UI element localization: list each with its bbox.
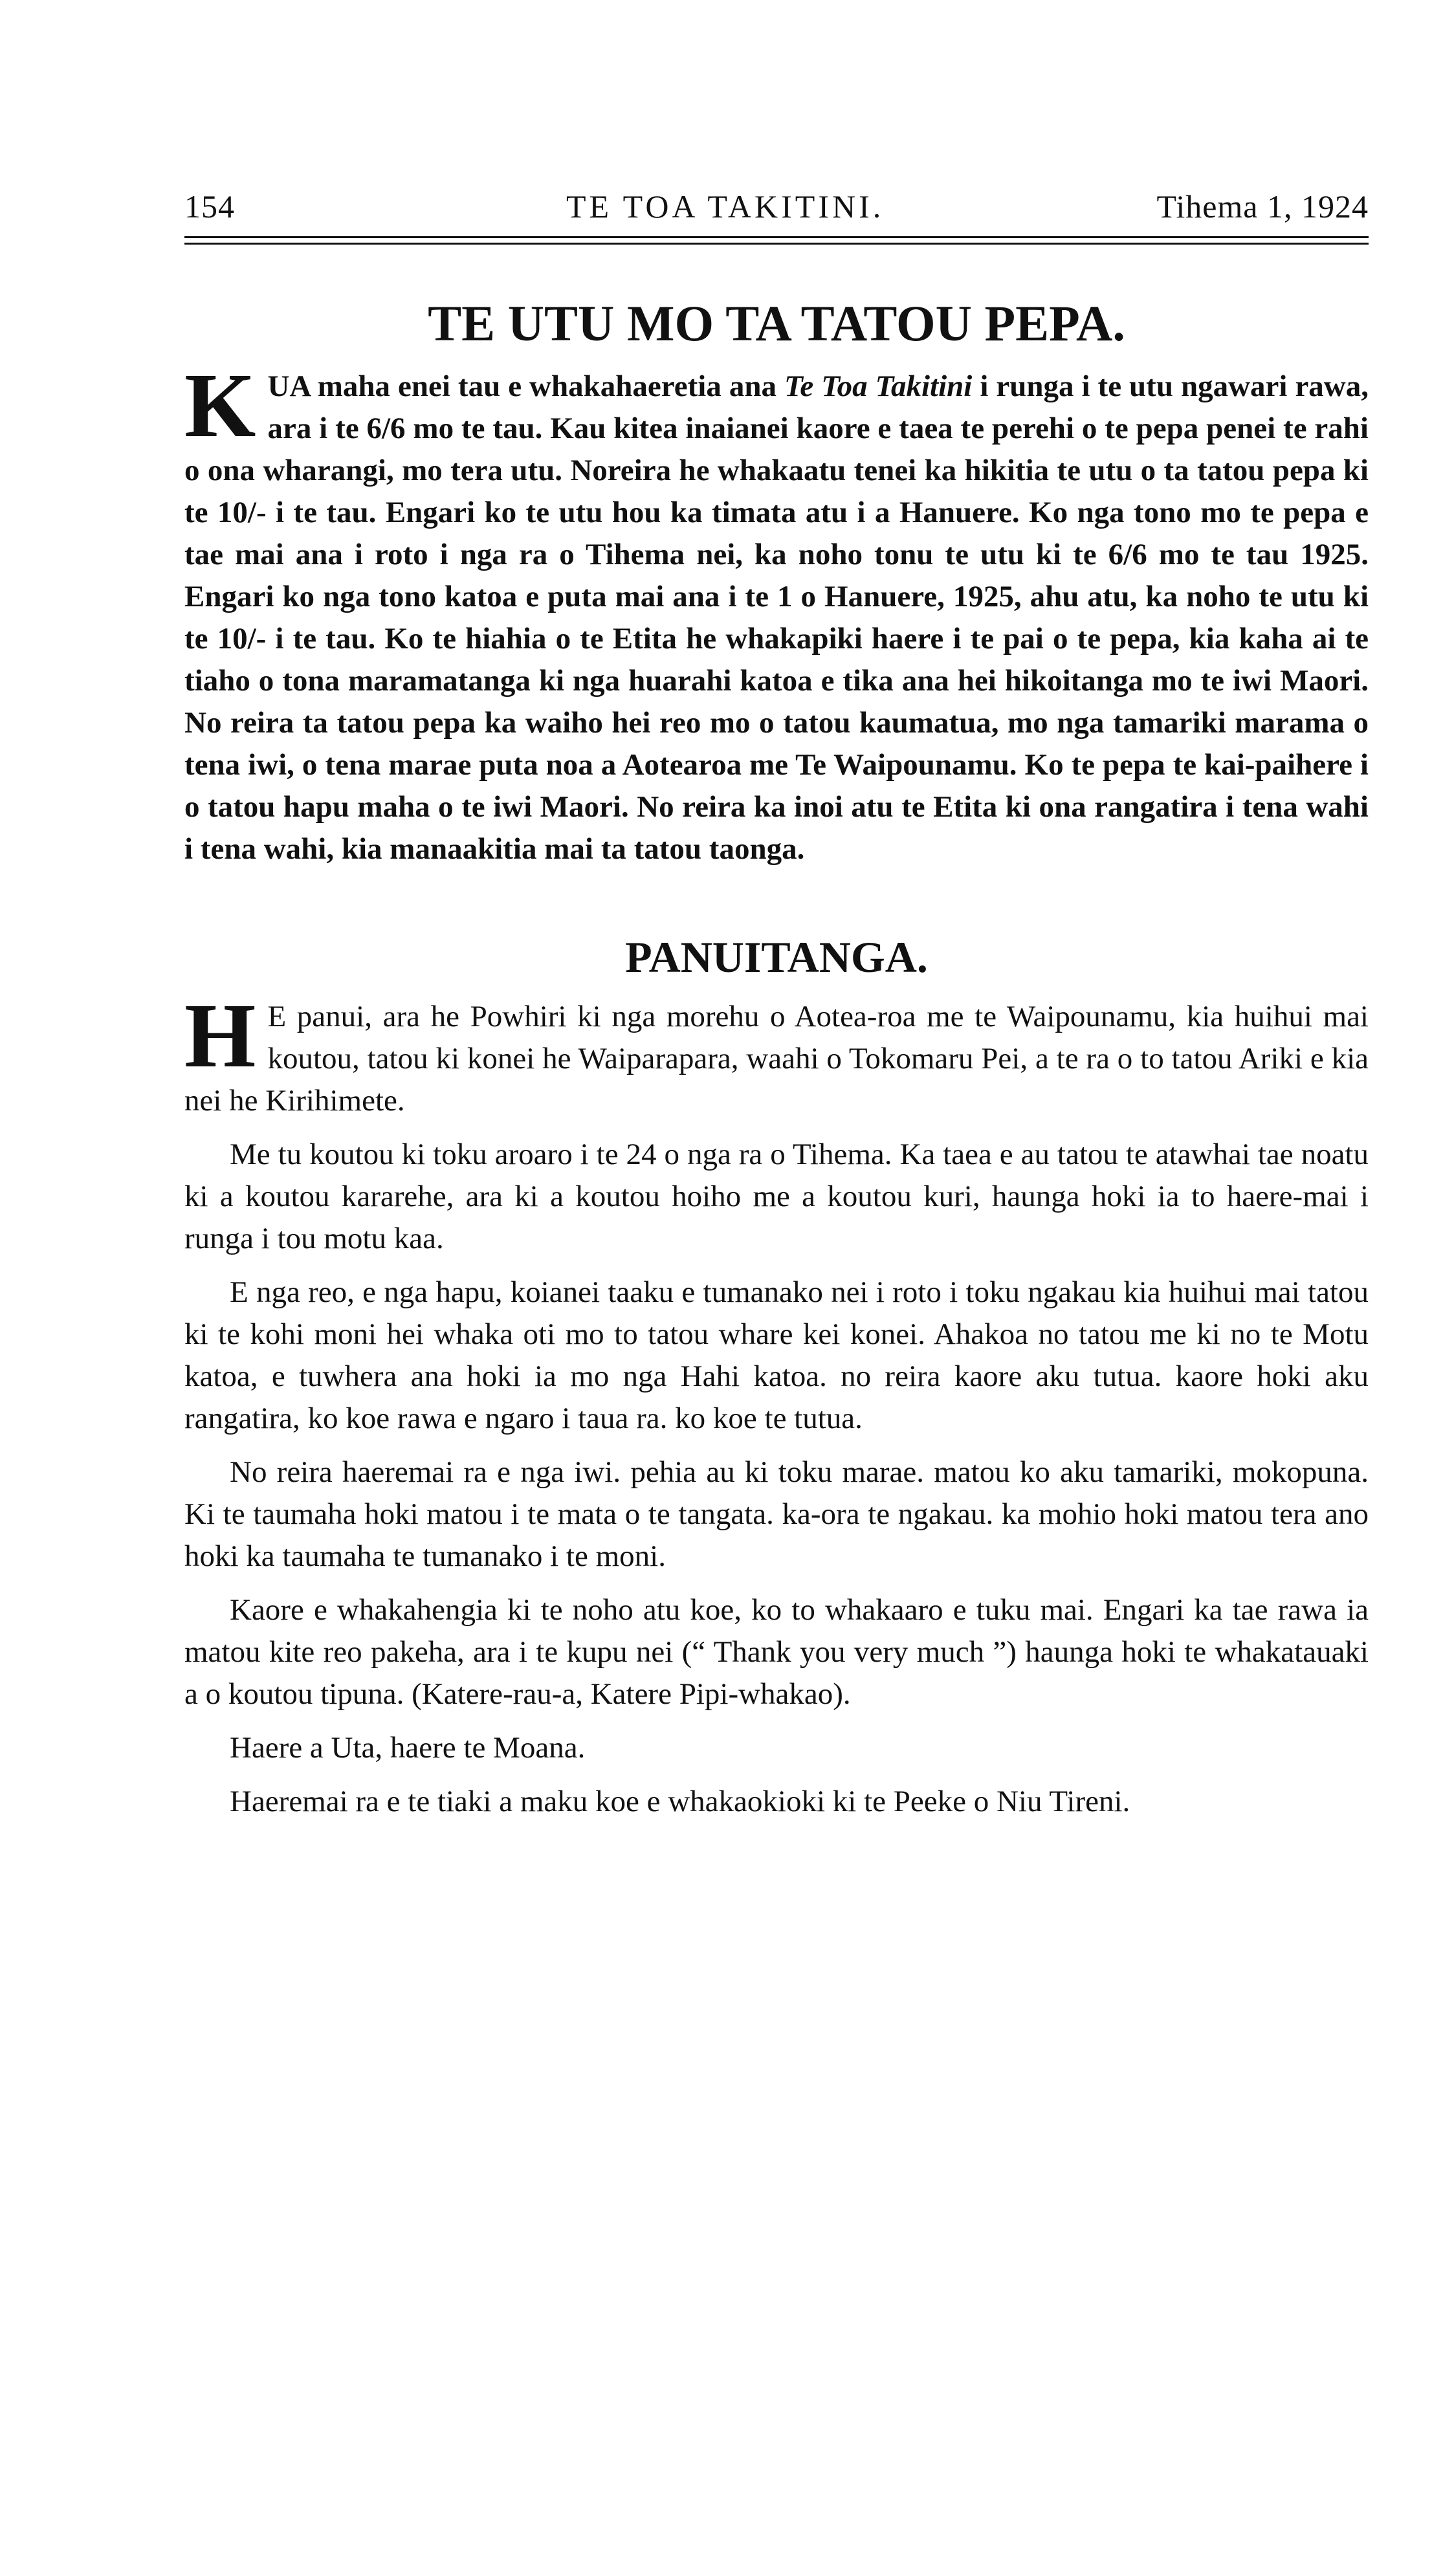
paragraph: Haere a Uta, haere te Moana. <box>230 1731 586 1765</box>
journal-name-italic: Te Toa Takitini <box>784 369 973 403</box>
article-body <box>184 354 1369 870</box>
paragraph: Me tu koutou ki toku aroaro i te 24 o nga ra o Tihema. Ka taea e au tatou te atawhai tae noatu ki a koutou kararehe, ara ki a koutou hoiho me a koutou kuri, haunga hoki ia to haere-mai i runga i tou motu kaa. <box>184 1138 1369 1255</box>
journal-title: TE TOA TAKITINI. <box>566 188 885 225</box>
paragraph: E nga reo, e nga hapu, koianei taaku e tumanako nei i roto i toku ngakau kia huihui mai tatou ki te kohi moni hei whaka oti mo to tatou whare kei konei. Ahakoa no tatou me ki no te Motu katoa, e tuwhera ana hoki ia mo nga Hahi katoa. no reira kaore aku tutua. kaore hoki aku rangatira, ko koe rawa e ngaro i taua ra. ko koe te tutua. <box>184 1275 1369 1435</box>
page-number: 154 <box>184 188 235 225</box>
paragraph: No reira haeremai ra e nga iwi. pehia au ki toku marae. matou ko aku tamariki, mokopuna. Ki te taumaha hoki matou i te mata o te tangata. ka-ora te ngakau. ka mohio hoki matou tera ano hoki ka taumaha te tumanako i te moni. <box>184 1455 1369 1573</box>
body-text-b: i runga i te utu ngawari rawa, ara i te 6/6 mo te tau. Kau kitea inaianei kaore e taea te perehi o te pepa penei te rahi o ona wharangi, mo tera utu. Noreira he whakaatu tenei ka hikitia te utu o ta tatou pepa ki te 10/- i te tau. Engari ko te utu hou ka timata atu i a Hanuere. Ko nga tono mo te pepa e tae mai ana i roto i nga ra o Tihema nei, ka noho tonu te utu ki te 6/6 mo te tau 1925. Engari ko nga tono katoa e puta mai ana i te 1 o Hanuere, 1925, ahu atu, ka noho te utu ki te 10/- i te tau. Ko te hiahia o te Etita he whakapiki haere i te pai o te pepa, kia kaha ai te tiaho o tona maramatanga ki nga huarahi katoa e tika ana hei hikoitanga mo te iwi Maori. No reira ta tatou pepa ka waiho hei reo mo o tatou kaumatua, mo nga tamariki marama o tena iwi, o tena marae puta noa a Aotearoa me Te Waipounamu. Ko te pepa te kai-paihere i o tatou hapu maha o te iwi Maori. No reira ka inoi atu te Etita ki ona rangatira i tena wahi i tena wahi, kia manaakitia mai ta tatou taonga. <box>184 369 1369 866</box>
article-title: PANUITANGA. <box>625 932 928 982</box>
article-title: TE UTU MO TA TATOU PEPA. <box>428 295 1125 351</box>
document-page <box>184 188 1369 1823</box>
issue-date: Tihema 1, 1924 <box>1156 188 1369 225</box>
paragraph <box>184 984 1369 1122</box>
drop-cap: K <box>184 354 256 456</box>
article-notice <box>184 932 1369 1823</box>
paragraph: Haeremai ra e te tiaki a maku koe e whakaokioki ki te Peeke o Niu Tireni. <box>230 1785 1130 1818</box>
body-text-a: UA maha enei tau e whakahaeretia ana <box>267 369 784 403</box>
header-rule-top <box>184 236 1369 238</box>
header-rule-bottom <box>184 243 1369 245</box>
drop-cap: H <box>184 984 256 1086</box>
running-header <box>184 188 1369 239</box>
article-subscription <box>184 294 1369 870</box>
paragraph: Kaore e whakahengia ki te noho atu koe, ko to whakaaro e tuku mai. Engari ka tae rawa ia matou kite reo pakeha, ara i te kupu nei (“ Thank you very much ”) haunga hoki te whakatauaki a o koutou tipuna. (Katere-rau-a, Katere Pipi-whakao). <box>184 1593 1369 1711</box>
paragraph-text: E panui, ara he Powhiri ki nga morehu o Aotea-roa me te Waipounamu, kia huihui mai koutou, tatou ki konei he Waiparapara, waahi o Tokomaru Pei, a te ra o to tatou Ariki e kia nei he Kirihimete. <box>184 1000 1369 1117</box>
